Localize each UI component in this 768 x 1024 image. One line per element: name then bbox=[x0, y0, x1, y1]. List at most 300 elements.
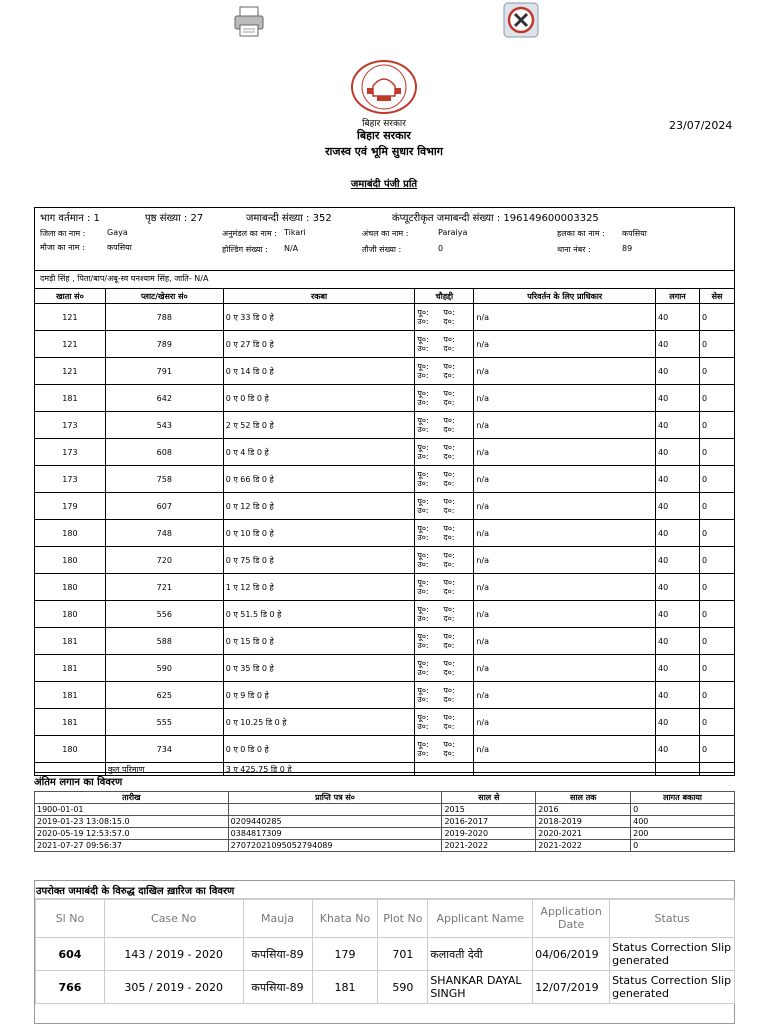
west-label: प०: bbox=[443, 308, 455, 317]
rakba-area: 0 ए 27 डि 0 हे bbox=[223, 331, 415, 358]
holding-value: N/A bbox=[284, 244, 299, 253]
khesra-number: 543 bbox=[105, 412, 223, 439]
authority: n/a bbox=[474, 466, 656, 493]
plot-row bbox=[35, 412, 735, 439]
south-label: द०: bbox=[443, 317, 455, 326]
lagan-section-title: अंतिम लगान का विवरण bbox=[34, 777, 123, 788]
bihar-government-seal bbox=[351, 60, 417, 114]
chauhaddi-line-2 bbox=[417, 317, 471, 326]
chauhaddi-cell bbox=[415, 493, 474, 520]
north-label: उ०: bbox=[417, 344, 429, 353]
mutation-header-plot: Plot No bbox=[378, 899, 428, 938]
authority: n/a bbox=[474, 709, 656, 736]
mutation-date: 04/06/2019 bbox=[533, 938, 610, 971]
ses-amount: 0 bbox=[699, 304, 734, 331]
plot-row bbox=[35, 709, 735, 736]
lagan-header-to-year: साल तक bbox=[536, 792, 631, 804]
chauhaddi-line-2 bbox=[417, 587, 471, 596]
chauhaddi-cell bbox=[415, 439, 474, 466]
authority: n/a bbox=[474, 304, 656, 331]
chauhaddi-cell bbox=[415, 412, 474, 439]
mutation-case: 305 / 2019 - 2020 bbox=[104, 971, 243, 1004]
south-label: द०: bbox=[443, 371, 455, 380]
lagan-amount: 40 bbox=[656, 709, 700, 736]
north-label: उ०: bbox=[417, 506, 429, 515]
chauhaddi-line-1 bbox=[417, 389, 471, 398]
east-label: पू०: bbox=[417, 713, 429, 722]
mauja-value: कपसिया bbox=[107, 243, 132, 252]
south-label: द०: bbox=[443, 506, 455, 515]
chauhaddi-cell bbox=[415, 601, 474, 628]
chauhaddi-line-1 bbox=[417, 335, 471, 344]
ses-amount: 0 bbox=[699, 466, 734, 493]
chauhaddi-line-1 bbox=[417, 551, 471, 560]
authority: n/a bbox=[474, 493, 656, 520]
chauhaddi-line-1 bbox=[417, 659, 471, 668]
west-label: प०: bbox=[443, 578, 455, 587]
north-label: उ०: bbox=[417, 533, 429, 542]
khesra-number: 625 bbox=[105, 682, 223, 709]
chauhaddi-cell bbox=[415, 385, 474, 412]
khesra-number: 642 bbox=[105, 385, 223, 412]
chauhaddi-line-1 bbox=[417, 578, 471, 587]
south-label: द०: bbox=[443, 560, 455, 569]
khesra-number: 588 bbox=[105, 628, 223, 655]
chauhaddi-line-1 bbox=[417, 632, 471, 641]
east-label: पू०: bbox=[417, 524, 429, 533]
mutation-case: 143 / 2019 - 2020 bbox=[104, 938, 243, 971]
district-value: Gaya bbox=[107, 228, 128, 237]
mutation-header-status: Status bbox=[610, 899, 735, 938]
chauhaddi-line-2 bbox=[417, 398, 471, 407]
total-label: कुल परिमाण bbox=[105, 763, 223, 776]
lagan-receipt: 0209440285 bbox=[228, 816, 442, 828]
chauhaddi-cell bbox=[415, 358, 474, 385]
east-label: पू०: bbox=[417, 443, 429, 452]
total-blank bbox=[415, 763, 474, 776]
thana-label: थाना नंबर : bbox=[557, 245, 591, 254]
khata-number: 121 bbox=[35, 304, 106, 331]
chauhaddi-line-2 bbox=[417, 425, 471, 434]
header-khata: खाता सं० bbox=[35, 289, 106, 304]
plot-row bbox=[35, 385, 735, 412]
lagan-from-year: 2016-2017 bbox=[442, 816, 536, 828]
chauhaddi-line-2 bbox=[417, 452, 471, 461]
lagan-to-year: 2016 bbox=[536, 804, 631, 816]
chauhaddi-line-2 bbox=[417, 371, 471, 380]
tauji-label: तौजी संख्या : bbox=[362, 245, 402, 254]
halka-value: कपसिया bbox=[622, 229, 647, 238]
lagan-table bbox=[34, 791, 735, 852]
khata-number: 181 bbox=[35, 709, 106, 736]
west-label: प०: bbox=[443, 713, 455, 722]
rakba-area: 0 ए 14 डि 0 हे bbox=[223, 358, 415, 385]
east-label: पू०: bbox=[417, 497, 429, 506]
ses-amount: 0 bbox=[699, 736, 734, 763]
plot-table-header bbox=[35, 289, 735, 304]
computerised-jamabandi-label: कंप्यूटरीकृत जमाबन्दी संख्या : 196149600003325 bbox=[392, 213, 599, 224]
chauhaddi-line-2 bbox=[417, 533, 471, 542]
north-label: उ०: bbox=[417, 425, 429, 434]
west-label: प०: bbox=[443, 632, 455, 641]
lagan-amount: 40 bbox=[656, 385, 700, 412]
plot-row bbox=[35, 682, 735, 709]
mutation-header-date: Application Date bbox=[533, 899, 610, 938]
plot-row bbox=[35, 304, 735, 331]
chauhaddi-cell bbox=[415, 547, 474, 574]
plot-row bbox=[35, 628, 735, 655]
ses-amount: 0 bbox=[699, 547, 734, 574]
lagan-header bbox=[35, 792, 735, 804]
subdivision-value: Tikari bbox=[284, 228, 306, 237]
gov-name: बिहार सरकार bbox=[357, 129, 411, 142]
rakba-area: 0 ए 35 डि 0 हे bbox=[223, 655, 415, 682]
khata-number: 121 bbox=[35, 331, 106, 358]
east-label: पू०: bbox=[417, 578, 429, 587]
tauji-value: 0 bbox=[438, 244, 444, 253]
chauhaddi-line-2 bbox=[417, 506, 471, 515]
plot-row bbox=[35, 574, 735, 601]
west-label: प०: bbox=[443, 443, 455, 452]
khata-number: 181 bbox=[35, 385, 106, 412]
mutation-plot: 701 bbox=[378, 938, 428, 971]
chauhaddi-line-1 bbox=[417, 686, 471, 695]
document-title: जमाबंदी पंजी प्रति bbox=[350, 179, 418, 190]
chauhaddi-line-1 bbox=[417, 362, 471, 371]
east-label: पू०: bbox=[417, 686, 429, 695]
ses-amount: 0 bbox=[699, 574, 734, 601]
lagan-amount: 40 bbox=[656, 304, 700, 331]
chauhaddi-cell bbox=[415, 655, 474, 682]
mutation-slno: 604 bbox=[36, 938, 105, 971]
lagan-amount: 40 bbox=[656, 520, 700, 547]
north-label: उ०: bbox=[417, 317, 429, 326]
chauhaddi-line-2 bbox=[417, 668, 471, 677]
lagan-receipt: 0384817309 bbox=[228, 828, 442, 840]
north-label: उ०: bbox=[417, 722, 429, 731]
chauhaddi-line-1 bbox=[417, 416, 471, 425]
west-label: प०: bbox=[443, 605, 455, 614]
chauhaddi-line-1 bbox=[417, 713, 471, 722]
mutation-table bbox=[35, 898, 735, 1004]
north-label: उ०: bbox=[417, 452, 429, 461]
subdivision-label: अनुमंडल का नाम : bbox=[222, 229, 277, 238]
authority: n/a bbox=[474, 655, 656, 682]
lagan-amount: 40 bbox=[656, 628, 700, 655]
khata-number: 180 bbox=[35, 736, 106, 763]
khata-number: 173 bbox=[35, 439, 106, 466]
authority: n/a bbox=[474, 331, 656, 358]
chauhaddi-line-1 bbox=[417, 308, 471, 317]
district-label: जिला का नाम : bbox=[40, 229, 86, 238]
north-label: उ०: bbox=[417, 587, 429, 596]
khesra-number: 748 bbox=[105, 520, 223, 547]
rakba-area: 0 ए 10 डि 0 हे bbox=[223, 520, 415, 547]
ses-amount: 0 bbox=[699, 682, 734, 709]
south-label: द०: bbox=[443, 722, 455, 731]
lagan-due: 200 bbox=[631, 828, 735, 840]
authority: n/a bbox=[474, 574, 656, 601]
south-label: द०: bbox=[443, 587, 455, 596]
ses-amount: 0 bbox=[699, 655, 734, 682]
chauhaddi-cell bbox=[415, 682, 474, 709]
khata-number: 173 bbox=[35, 412, 106, 439]
lagan-receipt: 27072021095052794089 bbox=[228, 840, 442, 852]
lagan-date: 2019-01-23 13:08:15.0 bbox=[35, 816, 229, 828]
east-label: पू०: bbox=[417, 470, 429, 479]
ses-amount: 0 bbox=[699, 412, 734, 439]
lagan-row bbox=[35, 804, 735, 816]
header-khesra: प्लाट/खेसरा सं० bbox=[105, 289, 223, 304]
khesra-number: 607 bbox=[105, 493, 223, 520]
west-label: प०: bbox=[443, 335, 455, 344]
west-label: प०: bbox=[443, 362, 455, 371]
mutation-date: 12/07/2019 bbox=[533, 971, 610, 1004]
khesra-number: 556 bbox=[105, 601, 223, 628]
ses-amount: 0 bbox=[699, 358, 734, 385]
lagan-due: 400 bbox=[631, 816, 735, 828]
east-label: पू०: bbox=[417, 659, 429, 668]
chauhaddi-cell bbox=[415, 331, 474, 358]
close-circle-icon bbox=[503, 2, 539, 38]
chauhaddi-cell bbox=[415, 736, 474, 763]
thana-value: 89 bbox=[622, 244, 633, 253]
lagan-header-receipt: प्राप्ति पत्र सं० bbox=[228, 792, 442, 804]
mutation-mauja: कपसिया-89 bbox=[243, 971, 312, 1004]
rakba-area: 0 ए 0 डि 0 हे bbox=[223, 385, 415, 412]
chauhaddi-cell bbox=[415, 574, 474, 601]
lagan-to-year: 2020-2021 bbox=[536, 828, 631, 840]
lagan-date: 1900-01-01 bbox=[35, 804, 229, 816]
circle-label: अंचल का नाम : bbox=[362, 229, 409, 238]
plot-row bbox=[35, 520, 735, 547]
mutation-row bbox=[36, 938, 735, 971]
authority: n/a bbox=[474, 547, 656, 574]
khesra-number: 788 bbox=[105, 304, 223, 331]
holding-label: होल्डिंग संख्या : bbox=[222, 245, 268, 254]
divider bbox=[34, 270, 735, 271]
chauhaddi-line-2 bbox=[417, 722, 471, 731]
plot-row bbox=[35, 358, 735, 385]
mutation-header-applicant: Applicant Name bbox=[428, 899, 533, 938]
east-label: पू०: bbox=[417, 335, 429, 344]
lagan-amount: 40 bbox=[656, 412, 700, 439]
east-label: पू०: bbox=[417, 416, 429, 425]
west-label: प०: bbox=[443, 389, 455, 398]
ses-amount: 0 bbox=[699, 628, 734, 655]
authority: n/a bbox=[474, 601, 656, 628]
chauhaddi-line-2 bbox=[417, 749, 471, 758]
lagan-due: 0 bbox=[631, 804, 735, 816]
north-label: उ०: bbox=[417, 398, 429, 407]
plot-row bbox=[35, 736, 735, 763]
total-rakba: 3 ए 425.75 डि 0 हे bbox=[223, 763, 415, 776]
mutation-header bbox=[36, 899, 735, 938]
department-name: राजस्व एवं भूमि सुधार विभाग bbox=[325, 145, 443, 158]
south-label: द०: bbox=[443, 614, 455, 623]
lagan-amount: 40 bbox=[656, 439, 700, 466]
plot-row bbox=[35, 547, 735, 574]
south-label: द०: bbox=[443, 398, 455, 407]
seal-emblem-icon bbox=[353, 62, 415, 112]
plot-row bbox=[35, 439, 735, 466]
chauhaddi-line-1 bbox=[417, 740, 471, 749]
west-label: प०: bbox=[443, 416, 455, 425]
mutation-slno: 766 bbox=[36, 971, 105, 1004]
authority: n/a bbox=[474, 412, 656, 439]
header-chauhaddi: चौहद्दी bbox=[415, 289, 474, 304]
jamabandi-number-label: जमाबन्दी संख्या : 352 bbox=[246, 213, 332, 224]
lagan-amount: 40 bbox=[656, 736, 700, 763]
mauja-label: मौजा का नाम : bbox=[40, 243, 85, 252]
print-button[interactable] bbox=[231, 3, 267, 39]
chauhaddi-cell bbox=[415, 628, 474, 655]
total-blank bbox=[656, 763, 700, 776]
khata-number: 121 bbox=[35, 358, 106, 385]
rakba-area: 0 ए 75 डि 0 हे bbox=[223, 547, 415, 574]
bhag-label: भाग वर्तमान : 1 bbox=[40, 213, 100, 224]
chauhaddi-line-2 bbox=[417, 560, 471, 569]
lagan-amount: 40 bbox=[656, 574, 700, 601]
north-label: उ०: bbox=[417, 614, 429, 623]
plot-row bbox=[35, 331, 735, 358]
lagan-to-year: 2018-2019 bbox=[536, 816, 631, 828]
lagan-date: 2020-05-19 12:53:57.0 bbox=[35, 828, 229, 840]
chauhaddi-line-2 bbox=[417, 695, 471, 704]
mutation-khata: 179 bbox=[312, 938, 378, 971]
north-label: उ०: bbox=[417, 695, 429, 704]
circle-value: Paraiya bbox=[438, 228, 468, 237]
west-label: प०: bbox=[443, 686, 455, 695]
total-row bbox=[35, 763, 735, 776]
chauhaddi-line-2 bbox=[417, 641, 471, 650]
south-label: द०: bbox=[443, 533, 455, 542]
khesra-number: 758 bbox=[105, 466, 223, 493]
mutation-status: Status Correction Slip generated bbox=[610, 971, 735, 1004]
north-label: उ०: bbox=[417, 479, 429, 488]
chauhaddi-cell bbox=[415, 709, 474, 736]
south-label: द०: bbox=[443, 668, 455, 677]
north-label: उ०: bbox=[417, 668, 429, 677]
khata-number: 180 bbox=[35, 520, 106, 547]
mutation-header-khata: Khata No bbox=[312, 899, 378, 938]
west-label: प०: bbox=[443, 497, 455, 506]
rakba-area: 2 ए 52 डि 0 हे bbox=[223, 412, 415, 439]
chauhaddi-cell bbox=[415, 520, 474, 547]
chauhaddi-line-1 bbox=[417, 443, 471, 452]
mutation-status: Status Correction Slip generated bbox=[610, 938, 735, 971]
plot-table bbox=[34, 288, 735, 776]
halka-label: हलका का नाम : bbox=[557, 229, 605, 238]
print-date: 23/07/2024 bbox=[669, 119, 733, 132]
ses-amount: 0 bbox=[699, 601, 734, 628]
ses-amount: 0 bbox=[699, 385, 734, 412]
lagan-amount: 40 bbox=[656, 655, 700, 682]
mutation-applicant: कलावती देवी bbox=[428, 938, 533, 971]
mutation-mauja: कपसिया-89 bbox=[243, 938, 312, 971]
rakba-area: 0 ए 9 डि 0 हे bbox=[223, 682, 415, 709]
mutation-row bbox=[36, 971, 735, 1004]
north-label: उ०: bbox=[417, 371, 429, 380]
mutation-header-slno: Sl No bbox=[36, 899, 105, 938]
plot-row bbox=[35, 655, 735, 682]
ses-amount: 0 bbox=[699, 331, 734, 358]
west-label: प०: bbox=[443, 551, 455, 560]
total-blank bbox=[699, 763, 734, 776]
rakba-area: 0 ए 0 डि 0 हे bbox=[223, 736, 415, 763]
chauhaddi-cell bbox=[415, 304, 474, 331]
chauhaddi-line-2 bbox=[417, 344, 471, 353]
rakba-area: 0 ए 15 डि 0 हे bbox=[223, 628, 415, 655]
header-lagan: लगान bbox=[656, 289, 700, 304]
khesra-number: 555 bbox=[105, 709, 223, 736]
chauhaddi-line-1 bbox=[417, 497, 471, 506]
mutation-section-title: उपरोक्त जमाबंदी के विरुद्ध दाखिल ख़ारिज का विवरण bbox=[36, 883, 735, 900]
khata-number: 180 bbox=[35, 574, 106, 601]
lagan-header-due: लागत बकाया bbox=[631, 792, 735, 804]
plot-row bbox=[35, 466, 735, 493]
west-label: प०: bbox=[443, 524, 455, 533]
gov-small-label: बिहार सरकार bbox=[362, 119, 406, 129]
lagan-amount: 40 bbox=[656, 493, 700, 520]
authority: n/a bbox=[474, 736, 656, 763]
west-label: प०: bbox=[443, 740, 455, 749]
lagan-row bbox=[35, 816, 735, 828]
khata-number: 180 bbox=[35, 601, 106, 628]
plot-row bbox=[35, 493, 735, 520]
khesra-number: 721 bbox=[105, 574, 223, 601]
ses-amount: 0 bbox=[699, 709, 734, 736]
authority: n/a bbox=[474, 358, 656, 385]
lagan-date: 2021-07-27 09:56:37 bbox=[35, 840, 229, 852]
chauhaddi-line-2 bbox=[417, 479, 471, 488]
header-rakba: रकबा bbox=[223, 289, 415, 304]
chauhaddi-line-1 bbox=[417, 605, 471, 614]
chauhaddi-line-1 bbox=[417, 524, 471, 533]
south-label: द०: bbox=[443, 452, 455, 461]
lagan-due: 0 bbox=[631, 840, 735, 852]
chauhaddi-line-1 bbox=[417, 470, 471, 479]
khata-number: 173 bbox=[35, 466, 106, 493]
khesra-number: 734 bbox=[105, 736, 223, 763]
page-number-label: पृष्ठ संख्या : 27 bbox=[145, 213, 204, 224]
east-label: पू०: bbox=[417, 308, 429, 317]
khata-number: 181 bbox=[35, 655, 106, 682]
east-label: पू०: bbox=[417, 551, 429, 560]
west-label: प०: bbox=[443, 659, 455, 668]
lagan-from-year: 2015 bbox=[442, 804, 536, 816]
south-label: द०: bbox=[443, 641, 455, 650]
lagan-amount: 40 bbox=[656, 358, 700, 385]
khesra-number: 791 bbox=[105, 358, 223, 385]
lagan-amount: 40 bbox=[656, 547, 700, 574]
close-button[interactable] bbox=[503, 2, 539, 38]
lagan-from-year: 2021-2022 bbox=[442, 840, 536, 852]
rakba-area: 1 ए 12 डि 0 हे bbox=[223, 574, 415, 601]
south-label: द०: bbox=[443, 425, 455, 434]
east-label: पू०: bbox=[417, 362, 429, 371]
south-label: द०: bbox=[443, 695, 455, 704]
mutation-plot: 590 bbox=[378, 971, 428, 1004]
lagan-amount: 40 bbox=[656, 331, 700, 358]
khesra-number: 608 bbox=[105, 439, 223, 466]
authority: n/a bbox=[474, 682, 656, 709]
total-blank bbox=[474, 763, 656, 776]
lagan-to-year: 2021-2022 bbox=[536, 840, 631, 852]
chauhaddi-line-2 bbox=[417, 614, 471, 623]
lagan-row bbox=[35, 828, 735, 840]
khesra-number: 590 bbox=[105, 655, 223, 682]
